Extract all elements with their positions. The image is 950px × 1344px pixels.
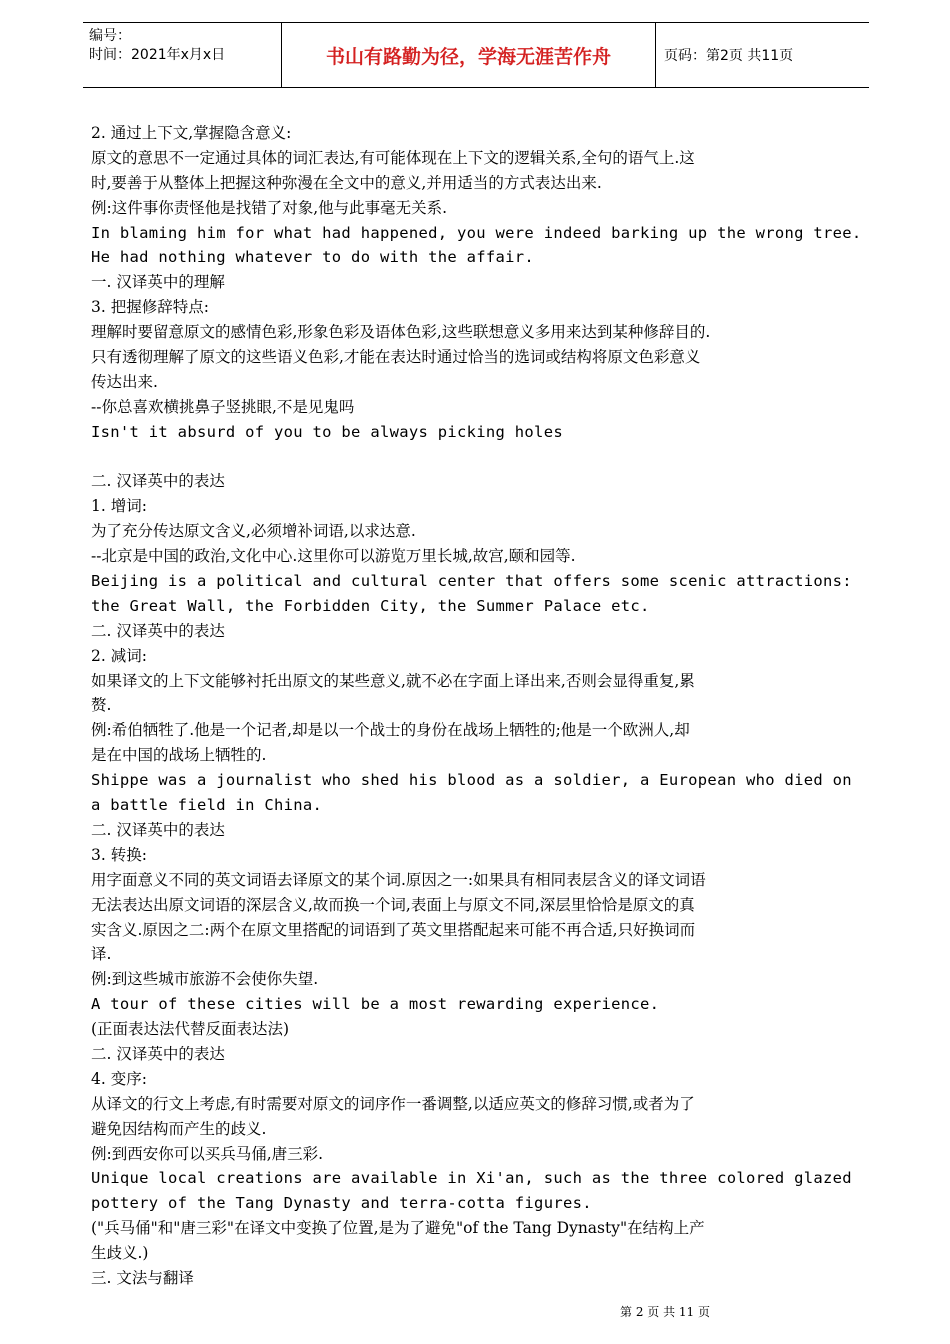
chinese-text-line: 译. bbox=[91, 945, 112, 964]
chinese-text-line: 1. 增词: bbox=[91, 497, 147, 516]
chinese-text-line: 例:到这些城市旅游不会使你失望. bbox=[91, 970, 319, 989]
chinese-text-line: 4. 变序: bbox=[91, 1069, 147, 1088]
english-text-line: He had nothing whatever to do with the affair. bbox=[91, 248, 535, 267]
chinese-text-line: 原文的意思不一定通过具体的词汇表达,有可能体现在上下文的逻辑关系,全句的语气上.这 bbox=[91, 148, 695, 167]
chinese-text-line: 二. 汉译英中的表达 bbox=[91, 472, 225, 491]
chinese-text-line: 例:到西安你可以买兵马俑,唐三彩. bbox=[91, 1144, 324, 1163]
blank-line bbox=[91, 445, 863, 470]
english-text-line: A tour of these cities will be a most rewarding experience. bbox=[91, 995, 660, 1014]
header-page-info: 页码：第2页 共11页 bbox=[664, 48, 794, 64]
chinese-text-line: ("兵马俑"和"唐三彩"在译文中变换了位置,是为了避免"of the Tang Dynasty"在结构上产 bbox=[91, 1219, 705, 1238]
chinese-text-line: 例:希伯牺牲了.他是一个记者,却是以一个战士的身份在战场上牺牲的;他是一个欧洲人,却 bbox=[91, 721, 690, 740]
english-text-line: Shippe was a journalist who shed his blood as a soldier, a European who died on bbox=[91, 771, 852, 790]
chinese-text-line: 传达出来. bbox=[91, 372, 158, 391]
chinese-text-line: 2. 减词: bbox=[91, 646, 147, 665]
chinese-text-line: 3. 把握修辞特点: bbox=[91, 298, 209, 317]
chinese-text-line: 生歧义.) bbox=[91, 1244, 149, 1263]
chinese-text-line: 例:这件事你责怪他是找错了对象,他与此事毫无关系. bbox=[91, 198, 448, 217]
chinese-text-line: 三. 文法与翻译 bbox=[91, 1268, 194, 1287]
chinese-text-line: 避免因结构而产生的歧义. bbox=[91, 1119, 267, 1138]
chinese-text-line: 二. 汉译英中的表达 bbox=[91, 1044, 225, 1063]
page-footer: 第 2 页 共 11 页 bbox=[620, 1305, 710, 1319]
chinese-text-line: 是在中国的战场上牺牲的. bbox=[91, 746, 267, 765]
english-text-line: a battle field in China. bbox=[91, 796, 323, 815]
chinese-text-line: 理解时要留意原文的感情色彩,形象色彩及语体色彩,这些联想意义多用来达到某种修辞目的. bbox=[91, 323, 711, 342]
english-text-line: In blaming him for what had happened, you were indeed barking up the wrong tree. bbox=[91, 223, 862, 242]
document-time-label: 时间：2021年x月x日 bbox=[89, 47, 226, 63]
english-text-line: Unique local creations are available in Xi'an, such as the three colored glazed bbox=[91, 1169, 852, 1188]
chinese-text-line: 3. 转换: bbox=[91, 845, 147, 864]
chinese-text-line: 从译文的行文上考虑,有时需要对原文的词序作一番调整,以适应英文的修辞习惯,或者为了 bbox=[91, 1094, 695, 1113]
english-text-line: Isn't it absurd of you to be always picking holes bbox=[91, 422, 563, 441]
chinese-text-line: 赘. bbox=[91, 696, 112, 715]
chinese-text-line: --你总喜欢横挑鼻子竖挑眼,不是见鬼吗 bbox=[91, 397, 355, 416]
english-text-line: pottery of the Tang Dynasty and terra-cotta figures. bbox=[91, 1194, 592, 1213]
header-left-block bbox=[89, 27, 279, 65]
chinese-text-line: 只有透彻理解了原文的这些语义色彩,才能在表达时通过恰当的选词或结构将原文色彩意义 bbox=[91, 348, 701, 367]
header-motto: 书山有路勤为径，学海无涯苦作舟 bbox=[281, 23, 656, 87]
chinese-text-line: 用字面意义不同的英文词语去译原文的某个词.原因之一:如果具有相同表层含义的译文词语 bbox=[91, 870, 706, 889]
chinese-text-line: 二. 汉译英中的表达 bbox=[91, 820, 225, 839]
chinese-text-line: 为了充分传达原文含义,必须增补词语,以求达意. bbox=[91, 522, 416, 541]
chinese-text-line: 二. 汉译英中的表达 bbox=[91, 621, 225, 640]
document-number-label: 编号： bbox=[89, 28, 131, 44]
english-text-line: Beijing is a political and cultural center that offers some scenic attractions: bbox=[91, 572, 852, 591]
chinese-text-line: 2. 通过上下文,掌握隐含意义: bbox=[91, 124, 292, 142]
chinese-text-line: 时,要善于从整体上把握这种弥漫在全文中的意义,并用适当的方式表达出来. bbox=[91, 173, 602, 192]
page-header bbox=[83, 22, 869, 88]
chinese-text-line: --北京是中国的政治,文化中心.这里你可以游览万里长城,故宫,颐和园等. bbox=[91, 547, 576, 566]
chinese-text-line: 如果译文的上下文能够衬托出原文的某些意义,就不必在字面上译出来,否则会显得重复,累 bbox=[91, 671, 695, 690]
chinese-text-line: 实含义.原因之二:两个在原文里搭配的词语到了英文里搭配起来可能不再合适,只好换词而 bbox=[91, 920, 696, 939]
chinese-text-line: (正面表达法代替反面表达法) bbox=[91, 1020, 290, 1039]
chinese-text-line: 无法表达出原文词语的深层含义,故而换一个词,表面上与原文不同,深层里恰恰是原文的真 bbox=[91, 895, 695, 914]
english-text-line: the Great Wall, the Forbidden City, the Summer Palace etc. bbox=[91, 596, 650, 615]
document-body bbox=[91, 121, 863, 1291]
chinese-text-line: 一. 汉译英中的理解 bbox=[91, 273, 225, 292]
